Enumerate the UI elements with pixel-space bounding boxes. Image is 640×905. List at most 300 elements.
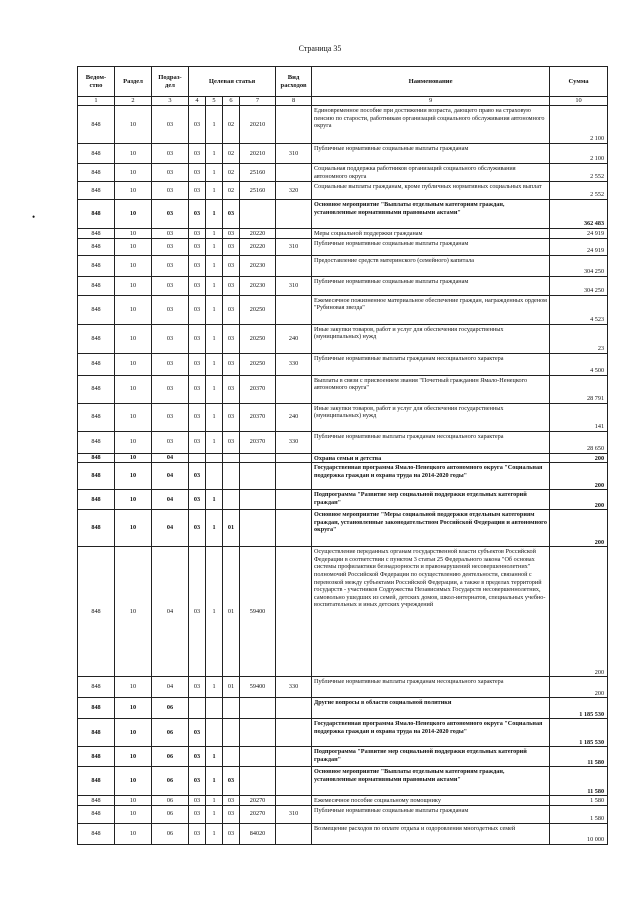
- cell-summa: 1 580: [550, 796, 608, 806]
- cell-razdel: 10: [115, 164, 152, 182]
- cell-vedomstvo: 848: [78, 106, 115, 144]
- cell-program: 03: [189, 677, 206, 698]
- page-number: Страница 35: [298, 44, 342, 53]
- cell-naimenovanie: Социальная поддержка работников организаций социального обслуживания автономного округа: [312, 164, 550, 182]
- cell-vedomstvo: 848: [78, 144, 115, 164]
- cell-program: 03: [189, 200, 206, 229]
- cell-naimenovanie: Публичные нормативные выплаты гражданам несоциального характера: [312, 431, 550, 453]
- cell-vedomstvo: 848: [78, 353, 115, 375]
- cell-naimenovanie: Публичные нормативные социальные выплаты гражданам: [312, 144, 550, 164]
- cell-podrazdel: 03: [152, 229, 189, 239]
- cell-summa: 4 500: [550, 353, 608, 375]
- cell-program: 03: [189, 295, 206, 324]
- cell-subprogram: [206, 719, 223, 747]
- cell-podrazdel: 03: [152, 353, 189, 375]
- cell-subprogram: 1: [206, 276, 223, 295]
- cell-summa: 200: [550, 510, 608, 547]
- cell-program: 03: [189, 324, 206, 353]
- cell-razdel: 10: [115, 547, 152, 677]
- cell-razdel: 10: [115, 324, 152, 353]
- cell-vid-raskhodov: 310: [276, 238, 312, 255]
- cell-podrazdel: 03: [152, 375, 189, 403]
- cell-direction: 20220: [240, 238, 276, 255]
- cell-event: 02: [223, 182, 240, 200]
- cell-event: 02: [223, 144, 240, 164]
- cell-program: 03: [189, 229, 206, 239]
- cell-vid-raskhodov: 240: [276, 403, 312, 431]
- cell-direction: 20250: [240, 353, 276, 375]
- cell-event: 01: [223, 510, 240, 547]
- cell-event: 03: [223, 767, 240, 796]
- cell-event: 03: [223, 276, 240, 295]
- column-number: 6: [223, 97, 240, 106]
- cell-subprogram: 1: [206, 106, 223, 144]
- cell-naimenovanie: Государственная программа Ямало-Ненецкого автономного округа "Социальная поддержка граждан и охрана труда на 2014-2020 годы": [312, 463, 550, 490]
- cell-program: 03: [189, 106, 206, 144]
- cell-program: 03: [189, 463, 206, 490]
- cell-summa: 2 552: [550, 164, 608, 182]
- cell-podrazdel: 03: [152, 164, 189, 182]
- cell-vid-raskhodov: 310: [276, 144, 312, 164]
- cell-naimenovanie: Подпрограмма "Развитие мер социальной поддержки отдельных категорий граждан": [312, 747, 550, 767]
- column-number: 7: [240, 97, 276, 106]
- cell-summa: 200: [550, 677, 608, 698]
- cell-summa: 10 000: [550, 823, 608, 844]
- cell-naimenovanie: Иные закупки товаров, работ и услуг для обеспечения государственных (муниципальных) нужд: [312, 403, 550, 431]
- cell-subprogram: 1: [206, 431, 223, 453]
- cell-subprogram: 1: [206, 182, 223, 200]
- cell-vedomstvo: 848: [78, 200, 115, 229]
- cell-event: 02: [223, 106, 240, 144]
- cell-program: 03: [189, 403, 206, 431]
- column-number: 8: [276, 97, 312, 106]
- cell-vid-raskhodov: [276, 463, 312, 490]
- cell-program: 03: [189, 805, 206, 823]
- cell-direction: [240, 767, 276, 796]
- cell-vid-raskhodov: [276, 796, 312, 806]
- cell-vedomstvo: 848: [78, 295, 115, 324]
- cell-subprogram: 1: [206, 255, 223, 276]
- cell-naimenovanie: Охрана семьи и детства: [312, 453, 550, 463]
- table-row: [78, 823, 608, 844]
- cell-razdel: 10: [115, 453, 152, 463]
- table-row: [78, 106, 608, 144]
- cell-naimenovanie: Публичные нормативные социальные выплаты гражданам: [312, 805, 550, 823]
- cell-subprogram: 1: [206, 805, 223, 823]
- cell-subprogram: 1: [206, 547, 223, 677]
- cell-razdel: 10: [115, 463, 152, 490]
- cell-event: [223, 453, 240, 463]
- cell-summa: 141: [550, 403, 608, 431]
- cell-razdel: 10: [115, 823, 152, 844]
- cell-event: 01: [223, 547, 240, 677]
- cell-program: 03: [189, 431, 206, 453]
- header-podrazdel: Подраз-дел: [152, 67, 189, 97]
- cell-subprogram: [206, 698, 223, 719]
- table-row: [78, 375, 608, 403]
- cell-naimenovanie: Основное мероприятие "Выплаты отдельным категориям граждан, установленные нормативными правовыми актами": [312, 200, 550, 229]
- cell-podrazdel: 04: [152, 677, 189, 698]
- header-vid-raskhodov: Вид расходов: [276, 67, 312, 97]
- cell-summa: 304 250: [550, 255, 608, 276]
- cell-vid-raskhodov: 330: [276, 431, 312, 453]
- cell-direction: [240, 510, 276, 547]
- cell-razdel: 10: [115, 698, 152, 719]
- cell-naimenovanie: Публичные нормативные выплаты гражданам несоциального характера: [312, 677, 550, 698]
- cell-vid-raskhodov: [276, 490, 312, 510]
- cell-summa: 4 523: [550, 295, 608, 324]
- cell-naimenovanie: Иные закупки товаров, работ и услуг для обеспечения государственных (муниципальных) нужд: [312, 324, 550, 353]
- cell-vid-raskhodov: [276, 295, 312, 324]
- column-number: 5: [206, 97, 223, 106]
- table-row: [78, 547, 608, 677]
- cell-vedomstvo: 848: [78, 823, 115, 844]
- cell-vid-raskhodov: [276, 229, 312, 239]
- cell-naimenovanie: Осуществление переданных органам государственной власти субъектов Российской Федерации в соответствии с пунктом 3 статьи 25 Федерального закона "Об основах системы профилактики безнадзорности и правонарушений несовершеннолетних" полномочий Российской Федерации по осуществлению деятельности, связанной с перевозкой между субъектами Российской Федерации, а также в пределах территорий государств - участников Содружества Независимых Государств несовершеннолетних, самовольно ушедших из семей, детских домов, школ-интернатов, специальных учебно-воспитательных и иных детских учреждений: [312, 547, 550, 677]
- cell-event: 03: [223, 823, 240, 844]
- cell-vid-raskhodov: 240: [276, 324, 312, 353]
- cell-event: [223, 698, 240, 719]
- cell-event: [223, 747, 240, 767]
- cell-program: 03: [189, 182, 206, 200]
- cell-vedomstvo: 848: [78, 431, 115, 453]
- table-row: [78, 719, 608, 747]
- cell-vid-raskhodov: [276, 698, 312, 719]
- cell-vedomstvo: 848: [78, 164, 115, 182]
- cell-subprogram: [206, 463, 223, 490]
- cell-subprogram: 1: [206, 747, 223, 767]
- cell-naimenovanie: Основное мероприятие "Меры социальной поддержки отдельным категориям граждан, установленные законодательством Российской Федерации и автономного округа": [312, 510, 550, 547]
- cell-direction: [240, 200, 276, 229]
- table-row: [78, 796, 608, 806]
- cell-direction: 20220: [240, 229, 276, 239]
- cell-direction: 25160: [240, 164, 276, 182]
- cell-razdel: 10: [115, 106, 152, 144]
- cell-subprogram: 1: [206, 229, 223, 239]
- cell-podrazdel: 06: [152, 767, 189, 796]
- cell-naimenovanie: Единовременное пособие при достижении возраста, дающего право на страховую пенсию по старости, работникам организаций социального обслуживания автономного округа: [312, 106, 550, 144]
- cell-razdel: 10: [115, 144, 152, 164]
- cell-program: 03: [189, 353, 206, 375]
- cell-podrazdel: 04: [152, 453, 189, 463]
- cell-razdel: 10: [115, 353, 152, 375]
- cell-summa: 28 650: [550, 431, 608, 453]
- cell-naimenovanie: Меры социальной поддержки гражданам: [312, 229, 550, 239]
- cell-naimenovanie: Публичные нормативные социальные выплаты гражданам: [312, 276, 550, 295]
- table-row: [78, 238, 608, 255]
- cell-vid-raskhodov: 320: [276, 182, 312, 200]
- cell-summa: 11 580: [550, 767, 608, 796]
- cell-vid-raskhodov: [276, 747, 312, 767]
- cell-razdel: 10: [115, 375, 152, 403]
- table-row: [78, 510, 608, 547]
- cell-event: 03: [223, 238, 240, 255]
- cell-event: 02: [223, 164, 240, 182]
- cell-event: [223, 463, 240, 490]
- cell-podrazdel: 03: [152, 144, 189, 164]
- cell-program: 03: [189, 510, 206, 547]
- column-number: 2: [115, 97, 152, 106]
- cell-vedomstvo: 848: [78, 255, 115, 276]
- cell-naimenovanie: Предоставление средств материнского (семейного) капитала: [312, 255, 550, 276]
- cell-direction: 20370: [240, 431, 276, 453]
- cell-vedomstvo: 848: [78, 324, 115, 353]
- cell-direction: [240, 463, 276, 490]
- cell-vedomstvo: 848: [78, 276, 115, 295]
- cell-event: 03: [223, 796, 240, 806]
- table-row: [78, 453, 608, 463]
- cell-razdel: 10: [115, 295, 152, 324]
- cell-podrazdel: 04: [152, 490, 189, 510]
- cell-direction: [240, 490, 276, 510]
- cell-summa: 200: [550, 547, 608, 677]
- cell-program: 03: [189, 255, 206, 276]
- cell-direction: 20270: [240, 805, 276, 823]
- cell-vedomstvo: 848: [78, 463, 115, 490]
- cell-razdel: 10: [115, 182, 152, 200]
- cell-naimenovanie: Ежемесячное пособие социальному помощнику: [312, 796, 550, 806]
- cell-podrazdel: 03: [152, 182, 189, 200]
- cell-vedomstvo: 848: [78, 403, 115, 431]
- cell-podrazdel: 03: [152, 403, 189, 431]
- cell-subprogram: 1: [206, 164, 223, 182]
- cell-event: 03: [223, 431, 240, 453]
- cell-vedomstvo: 848: [78, 375, 115, 403]
- cell-razdel: 10: [115, 255, 152, 276]
- cell-podrazdel: 03: [152, 295, 189, 324]
- table-row: [78, 403, 608, 431]
- cell-podrazdel: 03: [152, 431, 189, 453]
- cell-event: 03: [223, 229, 240, 239]
- table-row: [78, 353, 608, 375]
- cell-event: 03: [223, 353, 240, 375]
- cell-vedomstvo: 848: [78, 805, 115, 823]
- cell-subprogram: 1: [206, 490, 223, 510]
- cell-podrazdel: 06: [152, 747, 189, 767]
- table-row: [78, 255, 608, 276]
- cell-direction: [240, 719, 276, 747]
- cell-vedomstvo: 848: [78, 796, 115, 806]
- cell-vedomstvo: 848: [78, 490, 115, 510]
- cell-vid-raskhodov: 310: [276, 805, 312, 823]
- cell-subprogram: 1: [206, 238, 223, 255]
- cell-razdel: 10: [115, 805, 152, 823]
- column-numbers-row: [78, 97, 608, 106]
- cell-summa: 1 185 530: [550, 698, 608, 719]
- table-row: [78, 805, 608, 823]
- cell-podrazdel: 06: [152, 719, 189, 747]
- cell-subprogram: 1: [206, 324, 223, 353]
- cell-direction: 59400: [240, 547, 276, 677]
- column-number: 10: [550, 97, 608, 106]
- table-row: [78, 747, 608, 767]
- cell-podrazdel: 03: [152, 276, 189, 295]
- cell-vedomstvo: 848: [78, 229, 115, 239]
- cell-direction: 20230: [240, 276, 276, 295]
- cell-vid-raskhodov: [276, 453, 312, 463]
- cell-vid-raskhodov: 330: [276, 677, 312, 698]
- cell-naimenovanie: Социальные выплаты гражданам, кроме публичных нормативных социальных выплат: [312, 182, 550, 200]
- cell-razdel: 10: [115, 229, 152, 239]
- cell-program: 03: [189, 747, 206, 767]
- cell-program: 03: [189, 144, 206, 164]
- cell-razdel: 10: [115, 510, 152, 547]
- cell-subprogram: 1: [206, 677, 223, 698]
- cell-razdel: 10: [115, 490, 152, 510]
- cell-podrazdel: 04: [152, 463, 189, 490]
- table-row: [78, 144, 608, 164]
- cell-direction: 84020: [240, 823, 276, 844]
- cell-vid-raskhodov: [276, 823, 312, 844]
- cell-summa: 200: [550, 490, 608, 510]
- cell-vid-raskhodov: [276, 200, 312, 229]
- cell-vedomstvo: 848: [78, 767, 115, 796]
- cell-event: 03: [223, 375, 240, 403]
- cell-summa: 2 100: [550, 144, 608, 164]
- table-body: [78, 106, 608, 845]
- cell-program: 03: [189, 238, 206, 255]
- cell-event: 03: [223, 295, 240, 324]
- cell-direction: [240, 747, 276, 767]
- cell-naimenovanie: Возмещение расходов по оплате отдыха и оздоровления многодетных семей: [312, 823, 550, 844]
- header-naimenovanie: Наименование: [312, 67, 550, 97]
- cell-naimenovanie: Публичные нормативные социальные выплаты гражданам: [312, 238, 550, 255]
- margin-mark: •: [32, 212, 36, 222]
- table-row: [78, 431, 608, 453]
- cell-razdel: 10: [115, 767, 152, 796]
- cell-razdel: 10: [115, 747, 152, 767]
- cell-razdel: 10: [115, 238, 152, 255]
- cell-naimenovanie: Другие вопросы в области социальной политики: [312, 698, 550, 719]
- cell-naimenovanie: Государственная программа Ямало-Ненецкого автономного округа "Социальная поддержка граждан и охрана труда на 2014-2020 годы": [312, 719, 550, 747]
- table-row: [78, 200, 608, 229]
- table-row: [78, 164, 608, 182]
- column-number: 3: [152, 97, 189, 106]
- cell-event: 03: [223, 403, 240, 431]
- cell-vid-raskhodov: [276, 375, 312, 403]
- cell-razdel: 10: [115, 403, 152, 431]
- cell-program: 03: [189, 164, 206, 182]
- cell-razdel: 10: [115, 796, 152, 806]
- cell-vid-raskhodov: 330: [276, 353, 312, 375]
- cell-direction: [240, 698, 276, 719]
- cell-naimenovanie: Выплаты в связи с присвоением звания "Почетный гражданин Ямало-Ненецкого автономного округа": [312, 375, 550, 403]
- cell-direction: 20210: [240, 144, 276, 164]
- cell-razdel: 10: [115, 276, 152, 295]
- cell-program: 03: [189, 547, 206, 677]
- table-row: [78, 767, 608, 796]
- cell-event: 03: [223, 805, 240, 823]
- cell-podrazdel: 04: [152, 510, 189, 547]
- cell-direction: 20250: [240, 295, 276, 324]
- cell-event: 03: [223, 200, 240, 229]
- table-row: [78, 677, 608, 698]
- cell-subprogram: [206, 453, 223, 463]
- cell-podrazdel: 06: [152, 805, 189, 823]
- header-summa: Сумма: [550, 67, 608, 97]
- table-row: [78, 490, 608, 510]
- cell-vedomstvo: 848: [78, 698, 115, 719]
- cell-direction: 20230: [240, 255, 276, 276]
- cell-program: 03: [189, 767, 206, 796]
- table-row: [78, 276, 608, 295]
- cell-event: 03: [223, 255, 240, 276]
- cell-direction: [240, 453, 276, 463]
- header-razdel: Раздел: [115, 67, 152, 97]
- cell-podrazdel: 06: [152, 698, 189, 719]
- table-row: [78, 698, 608, 719]
- cell-vedomstvo: 848: [78, 182, 115, 200]
- budget-table: [77, 66, 608, 845]
- cell-program: [189, 698, 206, 719]
- table-row: [78, 295, 608, 324]
- cell-vedomstvo: 848: [78, 677, 115, 698]
- cell-vid-raskhodov: 310: [276, 276, 312, 295]
- cell-summa: 11 580: [550, 747, 608, 767]
- cell-podrazdel: 03: [152, 238, 189, 255]
- cell-vedomstvo: 848: [78, 453, 115, 463]
- cell-podrazdel: 03: [152, 255, 189, 276]
- header-celevaya-statya: Целевая статья: [189, 67, 276, 97]
- table-row: [78, 229, 608, 239]
- cell-summa: 23: [550, 324, 608, 353]
- cell-direction: 20270: [240, 796, 276, 806]
- cell-subprogram: 1: [206, 200, 223, 229]
- cell-vid-raskhodov: [276, 767, 312, 796]
- cell-naimenovanie: Подпрограмма "Развитие мер социальной поддержки отдельных категорий граждан": [312, 490, 550, 510]
- cell-event: [223, 719, 240, 747]
- cell-summa: 2 552: [550, 182, 608, 200]
- cell-event: 03: [223, 324, 240, 353]
- cell-summa: 2 100: [550, 106, 608, 144]
- cell-summa: 1 580: [550, 805, 608, 823]
- cell-direction: 20370: [240, 375, 276, 403]
- cell-naimenovanie: Ежемесячное пожизненное материальное обеспечение граждан, награжденных орденом "Рубиновая звезда": [312, 295, 550, 324]
- cell-summa: 304 250: [550, 276, 608, 295]
- cell-program: 03: [189, 823, 206, 844]
- cell-program: [189, 453, 206, 463]
- header-vedomstvo: Ведом-ство: [78, 67, 115, 97]
- cell-vedomstvo: 848: [78, 719, 115, 747]
- cell-summa: 200: [550, 453, 608, 463]
- cell-podrazdel: 04: [152, 547, 189, 677]
- cell-vid-raskhodov: [276, 164, 312, 182]
- cell-direction: 59400: [240, 677, 276, 698]
- cell-summa: 28 791: [550, 375, 608, 403]
- cell-naimenovanie: Основное мероприятие "Выплаты отдельным категориям граждан, установленные нормативными правовыми актами": [312, 767, 550, 796]
- cell-subprogram: 1: [206, 403, 223, 431]
- column-number: 9: [312, 97, 550, 106]
- cell-vid-raskhodov: [276, 255, 312, 276]
- cell-subprogram: 1: [206, 823, 223, 844]
- cell-subprogram: 1: [206, 353, 223, 375]
- cell-podrazdel: 03: [152, 324, 189, 353]
- cell-summa: 24 919: [550, 238, 608, 255]
- cell-summa: 1 185 530: [550, 719, 608, 747]
- cell-podrazdel: 03: [152, 200, 189, 229]
- cell-vedomstvo: 848: [78, 238, 115, 255]
- cell-direction: 20210: [240, 106, 276, 144]
- cell-vid-raskhodov: [276, 510, 312, 547]
- cell-subprogram: 1: [206, 767, 223, 796]
- cell-razdel: 10: [115, 719, 152, 747]
- cell-program: 03: [189, 490, 206, 510]
- table-row: [78, 324, 608, 353]
- cell-summa: 362 483: [550, 200, 608, 229]
- cell-vedomstvo: 848: [78, 747, 115, 767]
- table-row: [78, 182, 608, 200]
- cell-podrazdel: 06: [152, 796, 189, 806]
